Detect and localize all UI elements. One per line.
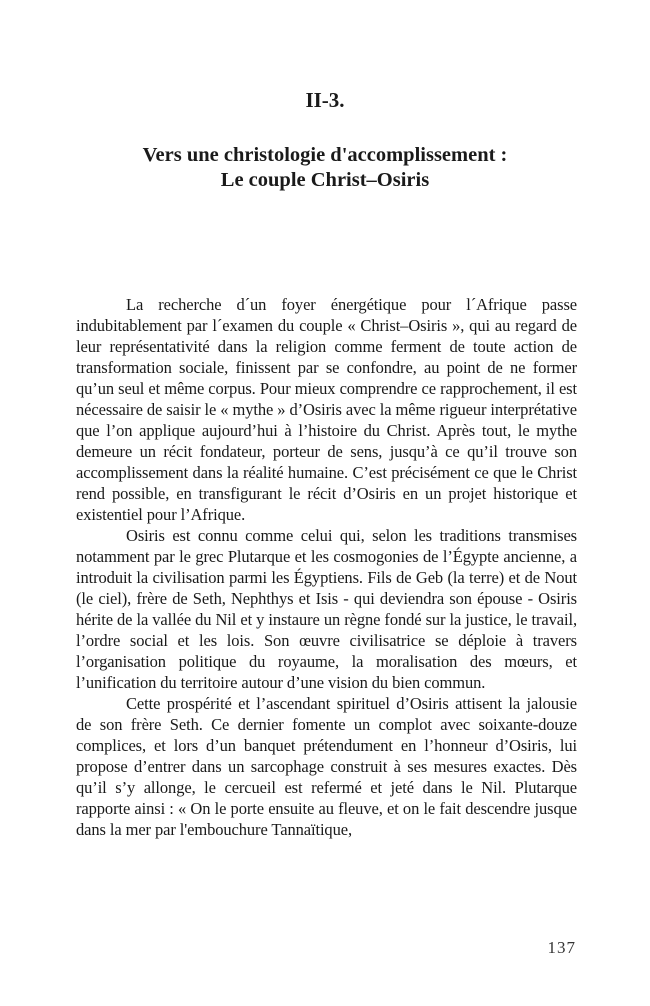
chapter-number: II-3.: [305, 88, 345, 112]
chapter-title-line-1: Vers une christologie d'accomplissement :: [142, 144, 508, 166]
page-number: 137: [547, 938, 576, 957]
paragraph: Cette prospérité et l’ascendant spirituel d’Osiris attisent la jalousie de son frère Seth. Ce dernier fomente un complot avec soixante-douze complices, et lors d’un banquet prétendument en l’honneur d’Osiris, lui propose d’entrer dans un sarcophage construit à ses mesures exactes. Dès qu’il s’y allonge, le cercueil est refermé et jeté dans le Nil. Plutarque rapporte ainsi : « On le porte ensuite au fleuve, et on le fait descendre jusque dans la mer par l'embouchure Tannaïtique,: [76, 694, 577, 839]
paragraph: La recherche d´un foyer énergétique pour l´Afrique passe indubitablement par l´examen du couple « Christ–Osiris », qui au regard de leur représentativité dans la religion comme ferment de toute action de transformation sociale, finissent par se confondre, au point de ne former qu’un seul et même corpus. Pour mieux comprendre ce rapprochement, il est nécessaire de saisir le « mythe » d’Osiris avec la même rigueur interprétative que l’on applique aujourd’hui à l’histoire du Christ. Après tout, le mythe demeure un récit fondateur, porteur de sens, jusqu’à ce qu’il trouve son accomplissement dans la réalité humaine. C’est précisément ce que le Christ rend possible, en transfigurant le récit d’Osiris en un projet historique et existentiel pour l’Afrique.: [76, 295, 577, 524]
chapter-title-line-2: Le couple Christ–Osiris: [220, 169, 430, 191]
body-text: [76, 294, 577, 840]
chapter-title: [0, 143, 650, 193]
paragraph: Osiris est connu comme celui qui, selon les traditions transmises notamment par le grec Plutarque et les cosmogonies de l’Égypte ancienne, a introduit la civilisation parmi les Égyptiens. Fils de Geb (la terre) et de Nout (le ciel), frère de Seth, Nephthys et Isis - qui deviendra son épouse - Osiris hérite de la vallée du Nil et y instaure un règne fondé sur la justice, le travail, l’ordre social et les lois. Son œuvre civilisatrice se déploie à travers l’organisation politique du royaume, la moralisation des mœurs, et l’unification du territoire autour d’une vision du bien commun.: [76, 526, 577, 692]
